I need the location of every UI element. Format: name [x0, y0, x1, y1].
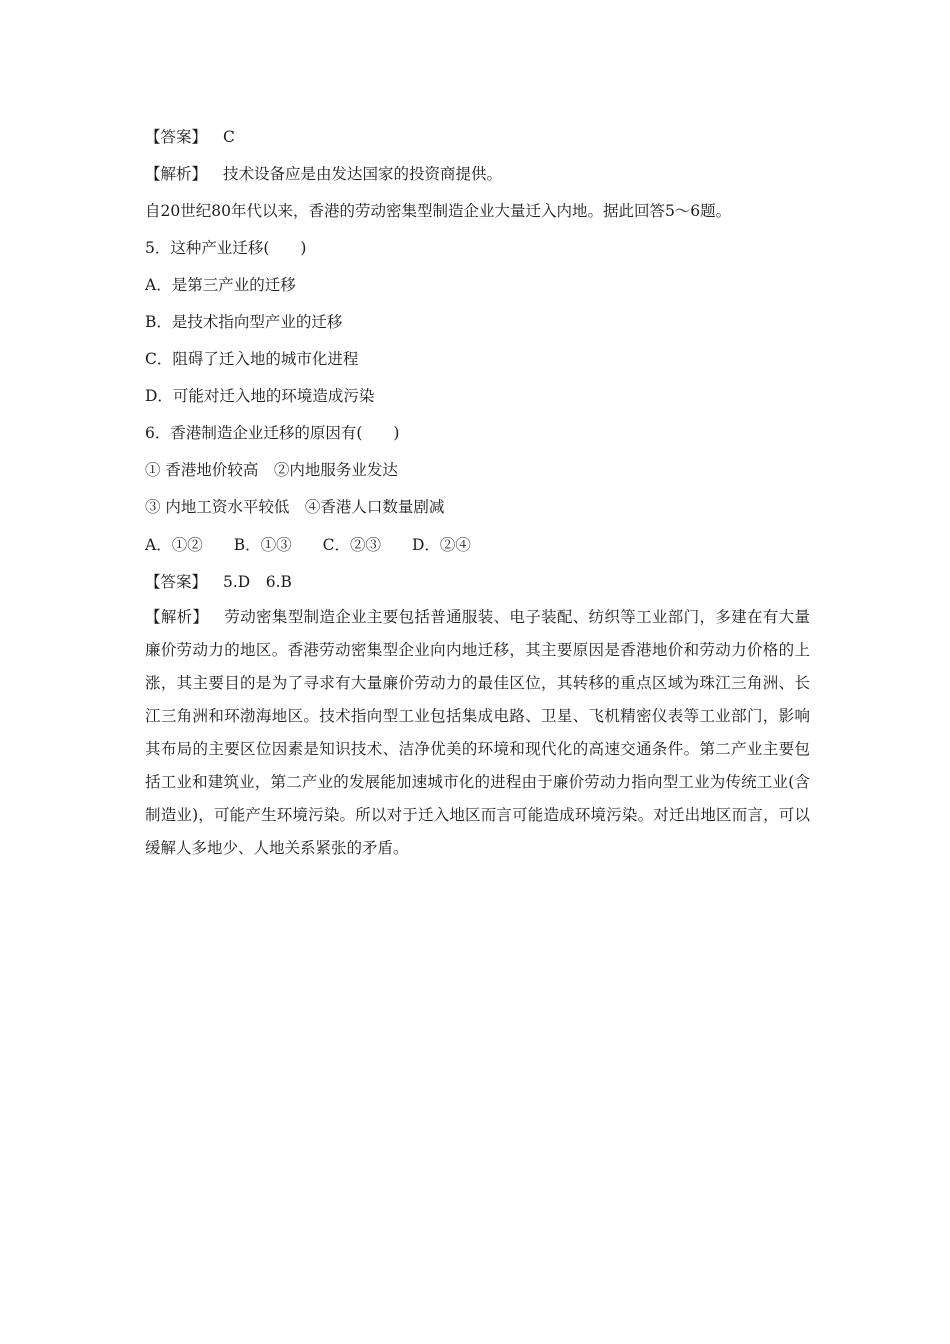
analysis-tag: 【解析】 — [145, 608, 209, 626]
analysis-paragraph — [145, 601, 810, 865]
analysis-line-1 — [145, 164, 502, 184]
question-6-items-line-1: ① 香港地价较高 ②内地服务业发达 — [145, 461, 398, 479]
question-6-choices: A．①② B．①③ C．②③ D．②④ — [145, 536, 471, 554]
question-5-stem: 5．这种产业迁移( ) — [145, 239, 307, 257]
question-5-option-c: C．阻碍了迁入地的城市化进程 — [145, 350, 359, 368]
analysis-text: 技术设备应是由发达国家的投资商提供。 — [223, 165, 503, 183]
answer-line-2 — [145, 572, 292, 592]
answer-value: C — [223, 128, 235, 146]
question-6-stem: 6．香港制造企业迁移的原因有( ) — [145, 424, 400, 442]
answer-value: 5.D 6.B — [223, 573, 292, 591]
question-5-option-b: B．是技术指向型产业的迁移 — [145, 313, 343, 331]
question-5-option-a: A．是第三产业的迁移 — [145, 276, 296, 294]
answer-tag: 【答案】 — [145, 573, 208, 591]
question-6-items-line-2: ③ 内地工资水平较低 ④香港人口数量剧减 — [145, 498, 445, 516]
analysis-text: 劳动密集型制造企业主要包括普通服装、电子装配、纺织等工业部门，多建在有大量廉价劳动力的地区。香港劳动密集型企业向内地迁移，其主要原因是香港地价和劳动力价格的上涨，其主要目的是为了寻求有大量廉价劳动力的最佳区位，其转移的重点区域为珠江三角洲、长江三角洲和环渤海地区。技术指向型工业包括集成电路、卫星、飞机精密仪表等工业部门，影响其布局的主要区位因素是知识技术、洁净优美的环境和现代化的高速交通条件。第二产业主要包括工业和建筑业，第二产业的发展能加速城市化的进程由于廉价劳动力指向型工业为传统工业(含制造业)，可能产生环境污染。所以对于迁入地区而言可能造成环境污染。对迁出地区而言，可以缓解人多地少、人地关系紧张的矛盾。 — [145, 608, 810, 857]
question-intro: 自20世纪80年代以来，香港的劳动密集型制造企业大量迁入内地。据此回答5～6题。 — [145, 202, 732, 220]
question-5-option-d: D．可能对迁入地的环境造成污染 — [145, 387, 375, 405]
answer-tag: 【答案】 — [145, 128, 208, 146]
answer-line-1 — [145, 127, 235, 147]
analysis-tag: 【解析】 — [145, 165, 208, 183]
